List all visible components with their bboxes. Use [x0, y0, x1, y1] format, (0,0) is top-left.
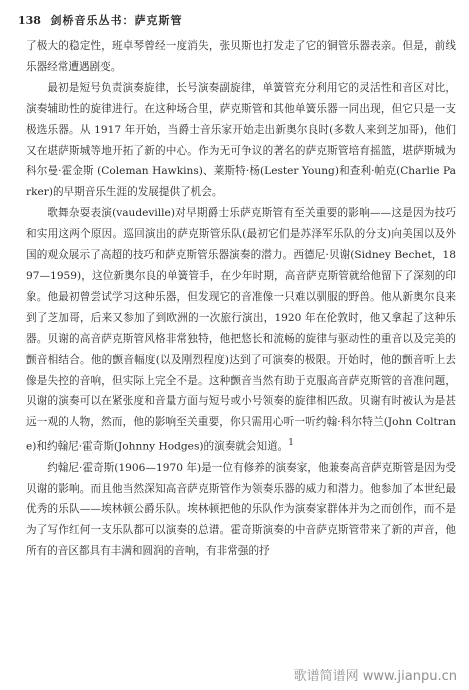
page-number: 138: [18, 14, 41, 27]
paragraph-3-text: 歌舞杂耍表演(vaudeville)对早期爵士乐萨克斯管有至关重要的影响——这是因为技巧和实用这两个原因。巡回演出的萨克斯管乐队(最初它们是苏泽军乐队的分支)向美国以及外国的观众展示了高超的技巧和萨克斯管乐器演奏的潜力。西德尼·贝谢(Sidney Bechet，1897—1959)，这位新奥尔良的单簧管手，在少年时期，高音萨克斯管就给他留下了深刻的印象。他最初曾尝试学习这种乐器，但发现它的音准像一只难以驯服的野兽。他从新奥尔良来到了芝加哥，后来又参加了到欧洲的一次旅行演出，1920 年在伦敦时，他又拿起了这种乐器。贝谢的高音萨克斯管风格非常独特，他把悠长和流畅的旋律与驱动性的重音以及完美的颤音相结合。他的颤音幅度(以及刚烈程度)达到了可演奏的极限。开始时，他的颤音听上去像是失控的音响，但实际上完全不是。这种颤音当然有助于克服高音萨克斯管的音准问题，贝谢的演奏可以在紧张度和音量方面与短号或小号领奏的旋律相匹敌。贝谢有时被认为是甚远一观的人物，然而，他的影响至关重要，你只需用心听一听约翰·科尔特兰(John Coltrane)和约翰尼·霍奇斯(Johnny Hodges)的演奏就会知道。: [26, 207, 456, 453]
footnote-marker: 1: [288, 438, 294, 449]
paragraph-1: 了极大的稳定性，班卓琴曾经一度消失，张贝斯也打发走了它的铜管乐器表亲。但是，前线乐器经常遭遇剧变。: [26, 40, 456, 73]
paragraph-2: 最初是短号负责演奏旋律，长号演奏副旋律，单簧管充分利用它的灵活性和音区对比，演奏辅助性的旋律进行。在这种场合里，萨克斯管和其他单簧乐器一同出现，但它只是一支极选乐器。从 1917 年开始，当爵士音乐家开始走出新奥尔良时(多数人来到芝加哥)，他们又在堪萨斯城等地开拓了新的中心。作为无可争议的著名的萨克斯管培育摇篮，堪萨斯城为科尔曼·霍金斯 (Coleman Hawkins)、莱斯特·杨(Lester Young)和查利·帕克(Charlie Parker)的早期音乐生涯的发展提供了机会。: [26, 81, 456, 199]
running-head: [18, 14, 451, 28]
series-title: 剑桥音乐丛书：萨克斯管: [50, 14, 183, 27]
paragraph-3: [26, 203, 456, 457]
paragraph-4: 约翰尼·霍奇斯(1906—1970 年)是一位有修养的演奏家，他兼奏高音萨克斯管是因为受贝谢的影响。而且他当然深知高音萨克斯管作为领奏乐器的威力和潜力。他参加了本世纪最优秀的乐队——埃林顿公爵乐队。埃林顿把他的乐队作为演奏家群体并为之而创作，而不是为了写作红何一支乐队都可以演奏的总谱。霍奇斯演奏的中音萨克斯管带来了新的声音，他所有的音区都具有丰满和圆润的音响，有非常强的抒: [26, 461, 456, 558]
body-text: [26, 36, 456, 562]
watermark: 歌谱简谱网 www.jianpu.cn: [293, 669, 457, 684]
